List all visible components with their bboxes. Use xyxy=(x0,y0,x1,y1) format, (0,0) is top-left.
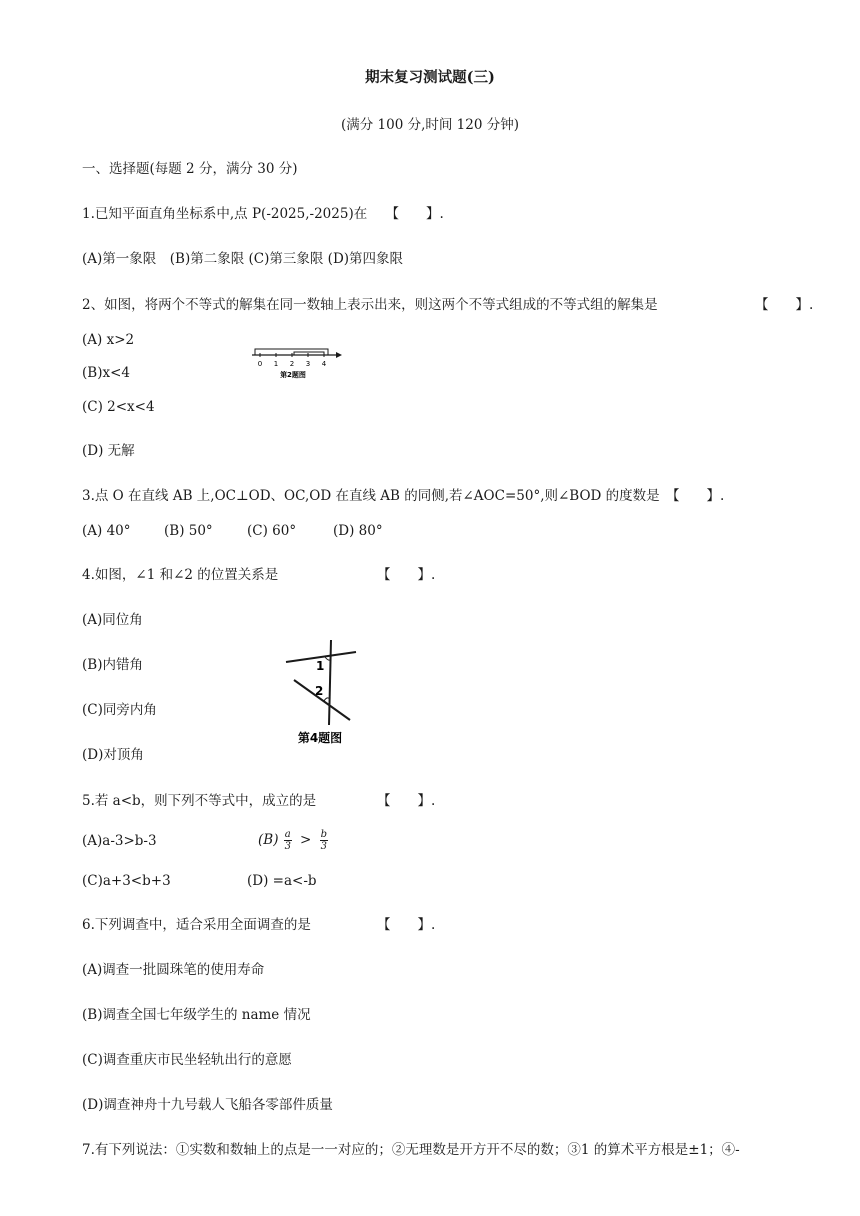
question-3-option-a: (A) 40° xyxy=(82,523,131,539)
question-3-option-b: (B) 50° xyxy=(164,523,213,539)
question-2-stem: 2、如图，将两个不等式的解集在同一数轴上表示出来，则这两个不等式组成的不等式组的解集是 xyxy=(82,297,658,313)
tick-label-1: 1 xyxy=(273,360,279,368)
question-6-option-b: (B)调查全国七年级学生的 name 情况 xyxy=(82,1007,311,1023)
question-4-option-d: (D)对顶角 xyxy=(82,747,144,763)
line-vertical xyxy=(329,640,331,725)
question-5-option-d: (D) =a<-b xyxy=(247,873,317,889)
question-6-stem: 6.下列调查中，适合采用全面调查的是 xyxy=(82,917,311,933)
question-3-stem xyxy=(82,484,724,504)
question-6-option-c: (C)调查重庆市民坐轻轨出行的意愿 xyxy=(82,1052,292,1068)
question-2-option-d: (D) 无解 xyxy=(82,443,135,459)
fraction-left xyxy=(284,829,292,852)
fraction-left-numerator: a xyxy=(284,829,291,840)
tick-label-3: 3 xyxy=(305,360,311,368)
question-3-text: 3.点 O 在直线 AB 上,OC⊥OD、OC,OD 在直线 AB 的同侧,若∠AOC=50°,则∠BOD 的度数是 xyxy=(82,488,660,504)
angle-1-label: 1 xyxy=(316,659,325,673)
question-3-option-d: (D) 80° xyxy=(333,523,383,539)
page-subtitle: (满分 100 分,时间 120 分钟) xyxy=(340,117,520,133)
question-2-option-b: (B)x<4 xyxy=(82,365,130,381)
number-line-arrow xyxy=(336,352,342,358)
question-5-option-b xyxy=(258,829,329,852)
question-2-bracket: 【 】. xyxy=(755,297,814,313)
question-6-option-d: (D)调查神舟十九号载人飞船各零部件质量 xyxy=(82,1097,333,1113)
question-1-stem xyxy=(82,202,444,222)
fraction-right-denominator: 3 xyxy=(320,841,328,852)
tick-label-4: 4 xyxy=(321,360,327,368)
question-3-bracket: 【 】. xyxy=(665,488,725,504)
tick-label-2: 2 xyxy=(289,360,295,368)
figure-2-caption: 第2题图 xyxy=(280,371,306,379)
option-b-prefix: (B) xyxy=(258,832,279,848)
question-6-option-a: (A)调查一批圆珠笔的使用寿命 xyxy=(82,962,265,978)
angle-2-label: 2 xyxy=(315,684,324,698)
question-7-stem: 7.有下列说法：①实数和数轴上的点是一一对应的；②无理数是开方开不尽的数；③1 的算术平方根是±1；④- xyxy=(82,1142,740,1158)
question-1-bracket: 【 】. xyxy=(385,206,444,222)
question-4-option-a: (A)同位角 xyxy=(82,612,143,628)
fraction-right-numerator: b xyxy=(320,829,328,840)
question-5-option-a: (A)a-3>b-3 xyxy=(82,833,157,849)
tick-label-0: 0 xyxy=(257,360,263,368)
page-title: 期末复习测试题(三) xyxy=(365,69,495,86)
question-4-option-b: (B)内错角 xyxy=(82,657,143,673)
number-line-figure xyxy=(250,344,342,380)
question-4-option-c: (C)同旁内角 xyxy=(82,702,157,718)
fraction-left-denominator: 3 xyxy=(284,841,291,852)
comparison-operator: > xyxy=(300,832,312,848)
figure-4-caption: 第4题图 xyxy=(297,731,343,745)
question-2-option-c: (C) 2<x<4 xyxy=(82,399,155,415)
question-1-options: (A)第一象限 (B)第二象限 (C)第三象限 (D)第四象限 xyxy=(82,251,404,267)
question-1-text: 1.已知平面直角坐标系中,点 P(-2025,-2025)在 xyxy=(82,206,368,222)
question-5-option-c: (C)a+3<b+3 xyxy=(82,873,171,889)
question-5-stem: 5.若 a<b，则下列不等式中，成立的是 xyxy=(82,793,317,809)
question-6-bracket: 【 】. xyxy=(377,917,436,933)
question-4-stem: 4.如图，∠1 和∠2 的位置关系是 xyxy=(82,567,279,583)
question-2-option-a: (A) x>2 xyxy=(82,332,135,348)
angle-figure xyxy=(282,640,362,746)
question-3-option-c: (C) 60° xyxy=(247,523,297,539)
question-4-bracket: 【 】. xyxy=(377,567,436,583)
section-heading: 一、选择题(每题 2 分，满分 30 分) xyxy=(82,161,298,177)
question-5-bracket: 【 】. xyxy=(377,793,436,809)
fraction-right xyxy=(320,829,328,852)
